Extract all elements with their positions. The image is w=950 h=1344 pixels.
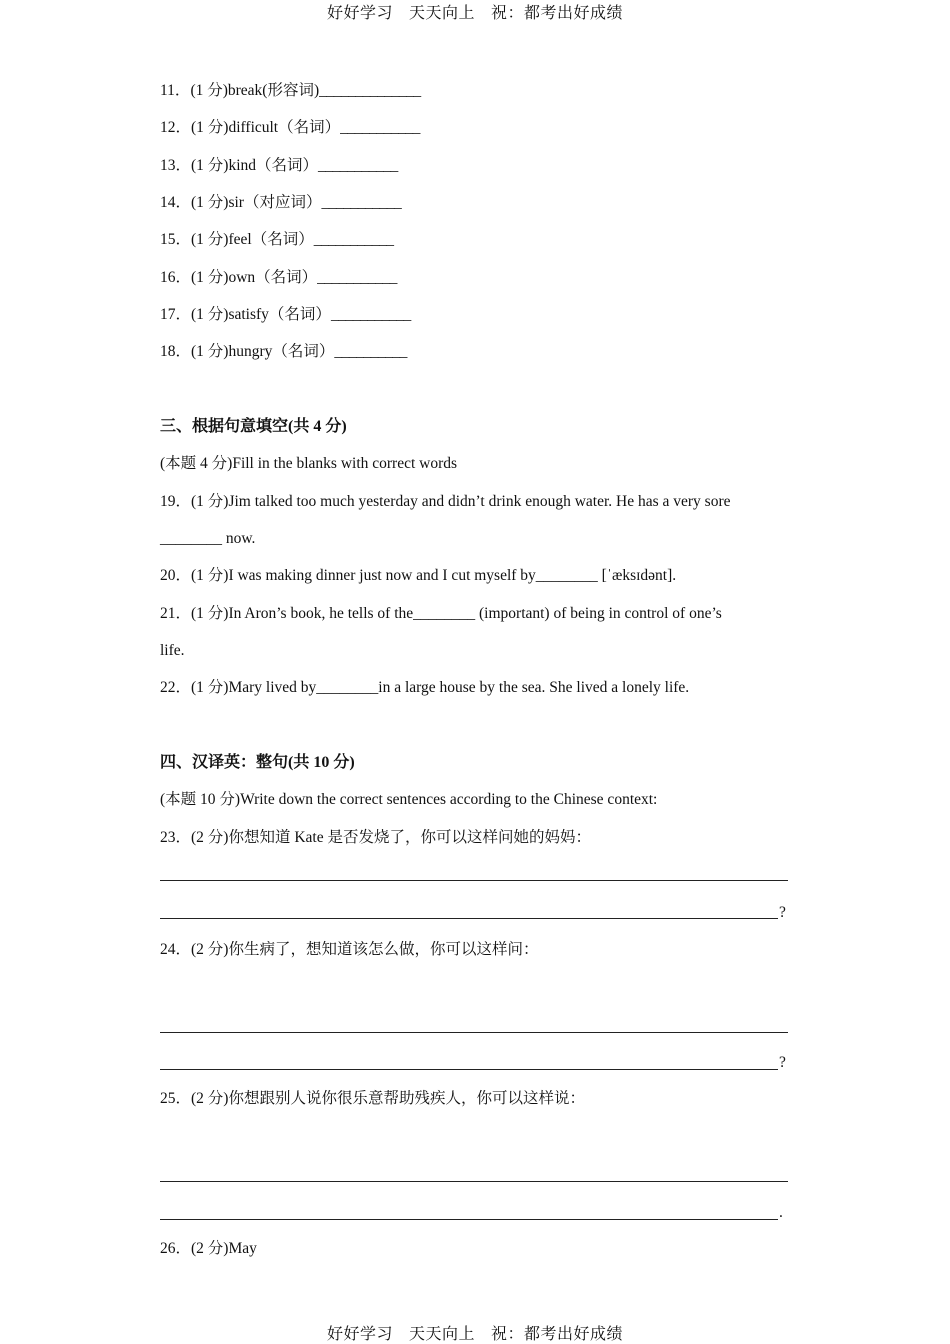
question-13: 13．(1 分)kind（名词）___________ xyxy=(160,157,398,174)
header-motto-3: 祝：都考出好成绩 xyxy=(491,5,624,22)
page-header xyxy=(0,0,950,23)
question-26: 26．(2 分)May xyxy=(160,1240,257,1257)
answer-blank[interactable]: ___________ xyxy=(317,269,397,286)
question-15: 15．(1 分)feel（名词）___________ xyxy=(160,231,394,248)
header-motto-1: 好好学习 xyxy=(326,5,393,22)
answer-blank[interactable]: ___________ xyxy=(318,157,398,174)
question-17: 17．(1 分)satisfy（名词）___________ xyxy=(160,306,411,323)
answer-line[interactable] xyxy=(160,1069,778,1070)
section-3-title: 三、根据句意填空(共 4 分) xyxy=(160,418,347,435)
footer-motto-3: 祝：都考出好成绩 xyxy=(491,1326,624,1343)
section-3-intro: (本题 4 分)Fill in the blanks with correct words xyxy=(160,455,458,472)
question-19-line-1: 19．(1 分)Jim talked too much yesterday and didn’t drink enough water. He has a very sore xyxy=(160,493,731,510)
answer-line[interactable] xyxy=(160,1032,788,1033)
answer-blank[interactable]: ______________ xyxy=(319,82,421,99)
question-24: 24．(2 分)你生病了，想知道该怎么做，你可以这样问： xyxy=(160,941,539,958)
answer-blank[interactable]: ___________ xyxy=(313,231,394,248)
answer-line[interactable] xyxy=(160,918,778,919)
answer-blank[interactable]: ___________ xyxy=(330,306,411,323)
question-21-line-2: life. xyxy=(160,642,185,659)
question-25: 25．(2 分)你想跟别人说你很乐意帮助残疾人，你可以这样说： xyxy=(160,1090,585,1107)
answer-blank[interactable]: __________ xyxy=(334,343,407,360)
footer-motto-2: 天天向上 xyxy=(408,1326,475,1343)
answer-line[interactable] xyxy=(160,1219,778,1220)
question-21-line-1: 21．(1 分)In Aron’s book, he tells of the________ (important) of being in control of one’s xyxy=(160,605,722,622)
answer-line[interactable] xyxy=(160,880,788,881)
question-22: 22．(1 分)Mary lived by________in a large house by the sea. She lived a lonely life. xyxy=(160,679,690,696)
section-4-intro: (本题 10 分)Write down the correct sentences according to the Chinese context: xyxy=(160,791,658,808)
question-mark: ? xyxy=(779,1054,786,1071)
question-20: 20．(1 分)I was making dinner just now and I cut myself by________ [ˈæksɪdənt]. xyxy=(160,567,677,584)
question-19-line-2: ________ now. xyxy=(160,530,256,547)
period-mark: . xyxy=(779,1204,783,1221)
answer-blank[interactable]: ___________ xyxy=(340,119,420,136)
answer-line[interactable] xyxy=(160,1181,788,1182)
question-mark: ? xyxy=(779,904,786,921)
header-motto-2: 天天向上 xyxy=(408,5,475,22)
question-12: 12．(1 分)difficult（名词）___________ xyxy=(160,119,420,136)
question-23: 23．(2 分)你想知道 Kate 是否发烧了，你可以这样问她的妈妈： xyxy=(160,829,591,846)
footer-motto-1: 好好学习 xyxy=(326,1326,393,1343)
question-11: 11．(1 分)break(形容词)______________ xyxy=(160,82,421,99)
question-14: 14．(1 分)sir（对应词）___________ xyxy=(160,194,402,211)
question-18: 18．(1 分)hungry（名词）__________ xyxy=(160,343,407,360)
question-16: 16．(1 分)own（名词）___________ xyxy=(160,269,397,286)
section-4-title: 四、汉译英：整句(共 10 分) xyxy=(160,754,355,771)
answer-blank[interactable]: ___________ xyxy=(321,194,402,211)
page-footer xyxy=(0,1321,950,1344)
